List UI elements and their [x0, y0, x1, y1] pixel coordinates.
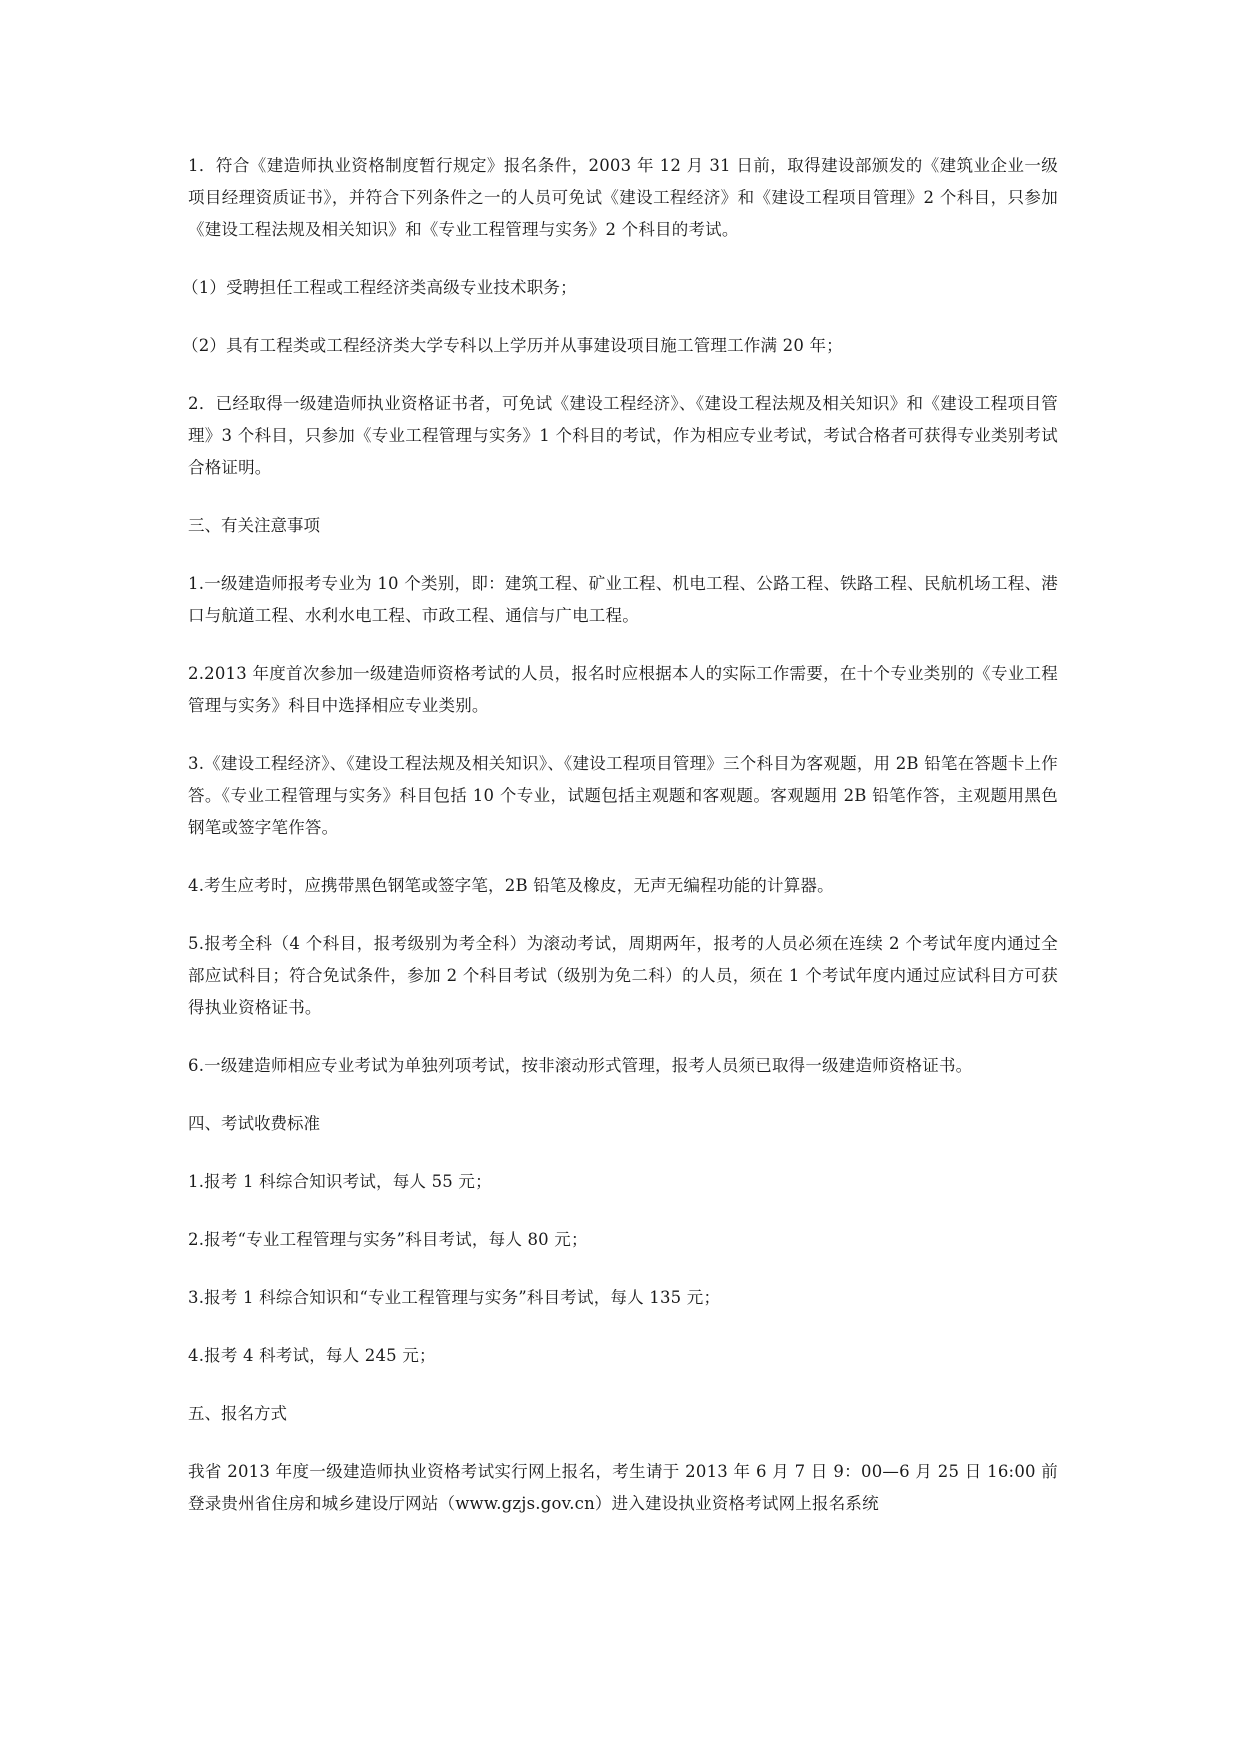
paragraph-fee-2: 2.报考“专业工程管理与实务”科目考试，每人 80 元； — [188, 1230, 588, 1249]
paragraph-registration-method: 我省 2013 年度一级建造师执业资格考试实行网上报名，考生请于 2013 年 6 月 7 日 9：00—6 月 25 日 16:00 前登录贵州省住房和城乡建设厅网站（www.gzjs.gov.cn）进入建设执业资格考试网上报名系统 — [188, 1462, 1058, 1513]
paragraph-note-1: 1.一级建造师报考专业为 10 个类别，即：建筑工程、矿业工程、机电工程、公路工程、铁路工程、民航机场工程、港口与航道工程、水利水电工程、市政工程、通信与广电工程。 — [188, 574, 1058, 625]
paragraph-note-5: 5.报考全科（4 个科目，报考级别为考全科）为滚动考试，周期两年，报考的人员必须在连续 2 个考试年度内通过全部应试科目；符合免试条件，参加 2 个科目考试（级别为免二科）的人员，须在 1 个考试年度内通过应试科目方可获得执业资格证书。 — [188, 934, 1058, 1017]
paragraph-note-4: 4.考生应考时，应携带黑色钢笔或签字笔，2B 铅笔及橡皮，无声无编程功能的计算器。 — [188, 876, 834, 895]
paragraph-note-6: 6.一级建造师相应专业考试为单独列项考试，按非滚动形式管理，报考人员须已取得一级建造师资格证书。 — [188, 1056, 973, 1075]
paragraph-note-2: 2.2013 年度首次参加一级建造师资格考试的人员，报名时应根据本人的实际工作需要，在十个专业类别的《专业工程管理与实务》科目中选择相应专业类别。 — [188, 664, 1058, 715]
paragraph-sub-condition-2: （2）具有工程类或工程经济类大学专科以上学历并从事建设项目施工管理工作满 20 年； — [182, 336, 843, 355]
paragraph-sub-condition-1: （1）受聘担任工程或工程经济类高级专业技术职务； — [182, 278, 577, 297]
paragraph-exemption-condition-2: 2．已经取得一级建造师执业资格证书者，可免试《建设工程经济》、《建设工程法规及相关知识》和《建设工程项目管理》3 个科目，只参加《专业工程管理与实务》1 个科目的考试，作为相应专业考试，考试合格者可获得专业类别考试合格证明。 — [188, 394, 1058, 477]
paragraph-fee-1: 1.报考 1 科综合知识考试，每人 55 元； — [188, 1172, 492, 1191]
paragraph-note-3: 3.《建设工程经济》、《建设工程法规及相关知识》、《建设工程项目管理》三个科目为客观题，用 2B 铅笔在答题卡上作答。《专业工程管理与实务》科目包括 10 个专业，试题包括主观题和客观题。客观题用 2B 铅笔作答，主观题用黑色钢笔或签字笔作答。 — [188, 754, 1058, 837]
paragraph-fee-3: 3.报考 1 科综合知识和“专业工程管理与实务”科目考试，每人 135 元； — [188, 1288, 721, 1307]
section-heading-registration: 五、报名方式 — [188, 1404, 287, 1423]
paragraph-exemption-condition-1: 1．符合《建造师执业资格制度暂行规定》报名条件，2003 年 12 月 31 日前，取得建设部颁发的《建筑业企业一级项目经理资质证书》，并符合下列条件之一的人员可免试《建设工程经济》和《建设工程项目管理》2 个科目，只参加《建设工程法规及相关知识》和《专业工程管理与实务》2 个科目的考试。 — [188, 156, 1058, 239]
paragraph-fee-4: 4.报考 4 科考试，每人 245 元； — [188, 1346, 436, 1365]
section-heading-fees: 四、考试收费标准 — [188, 1114, 320, 1133]
section-heading-notes: 三、有关注意事项 — [188, 516, 320, 535]
document-page — [182, 150, 1058, 1546]
